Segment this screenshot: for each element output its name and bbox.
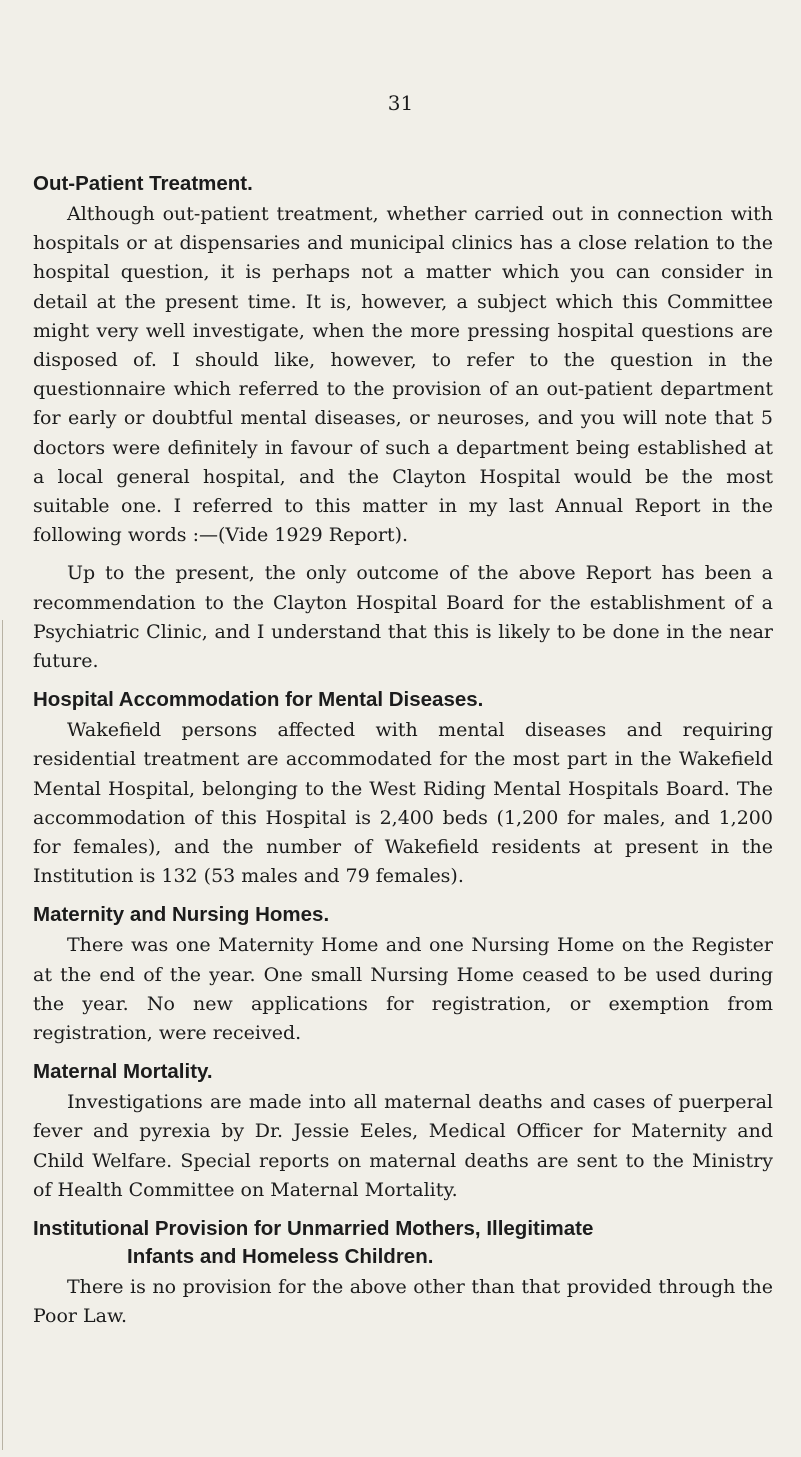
section-out-patient-treatment <box>33 170 773 676</box>
paragraph: There is no provision for the above other than that provided through the Poor Law. <box>33 1276 773 1328</box>
section-heading: Maternal Mortality. <box>33 1060 213 1084</box>
page-number: 31 <box>387 91 414 115</box>
paragraph: Although out-patient treatment, whether carried out in connection with hospitals or at dispensaries and municipal clinics has a close relation to the hospital question, it is perhaps not a matter which you can consider in detail at the present time. It is, however, a subject which this Committee might very well investigate, when the more pressing hospital questions are disposed of. I should like, however, to refer to the question in the questionnaire which referred to the provision of an out-patient department for early or doubtful mental diseases, or neuroses, and you will note that 5 doctors were definitely in favour of such a department being established at a local general hospital, and the Clayton Hospital would be the most suitable one. I referred to this matter in my last Annual Report in the following words :—(Vide 1929 Report). <box>33 203 773 547</box>
section-maternal-mortality <box>33 1058 773 1205</box>
section-heading: Hospital Accommodation for Mental Diseases. <box>33 688 484 712</box>
section-maternity-nursing-homes <box>33 901 773 1048</box>
paragraph: Up to the present, the only outcome of the above Report has been a recommendation to the Clayton Hospital Board for the establishment of a Psychiatric Clinic, and I understand that this is likely to be done in the near future. <box>33 562 773 673</box>
paragraph: Wakefield persons affected with mental diseases and requiring residential treatment are accommodated for the most part in the Wakefield Mental Hospital, belonging to the West Riding Mental Hospitals Board. The accommodation of this Hospital is 2,400 beds (1,200 for males, and 1,200 for females), and the number of Wakefield residents at present in the Institution is 132 (53 males and 79 females). <box>33 719 773 888</box>
paragraph: There was one Maternity Home and one Nursing Home on the Register at the end of the year. One small Nursing Home ceased to be used during the year. No new applications for registration, or exemption from registration, were received. <box>33 934 773 1045</box>
section-heading-continued: Infants and Homeless Children. <box>127 1245 434 1269</box>
section-hospital-accommodation <box>33 686 773 891</box>
section-heading: Institutional Provision for Unmarried Mothers, Illegitimate <box>33 1217 594 1241</box>
document-body <box>33 170 773 1332</box>
section-heading: Out-Patient Treatment. <box>33 172 253 195</box>
section-heading: Maternity and Nursing Homes. <box>33 903 330 927</box>
page-edge-shadow <box>2 620 3 1450</box>
paragraph: Investigations are made into all maternal deaths and cases of puerperal fever and pyrexia by Dr. Jessie Eeles, Medical Officer for Maternity and Child Welfare. Special reports on maternal deaths are sent to the Ministry of Health Committee on Maternal Mortality. <box>33 1091 773 1201</box>
section-institutional-provision <box>33 1215 773 1331</box>
